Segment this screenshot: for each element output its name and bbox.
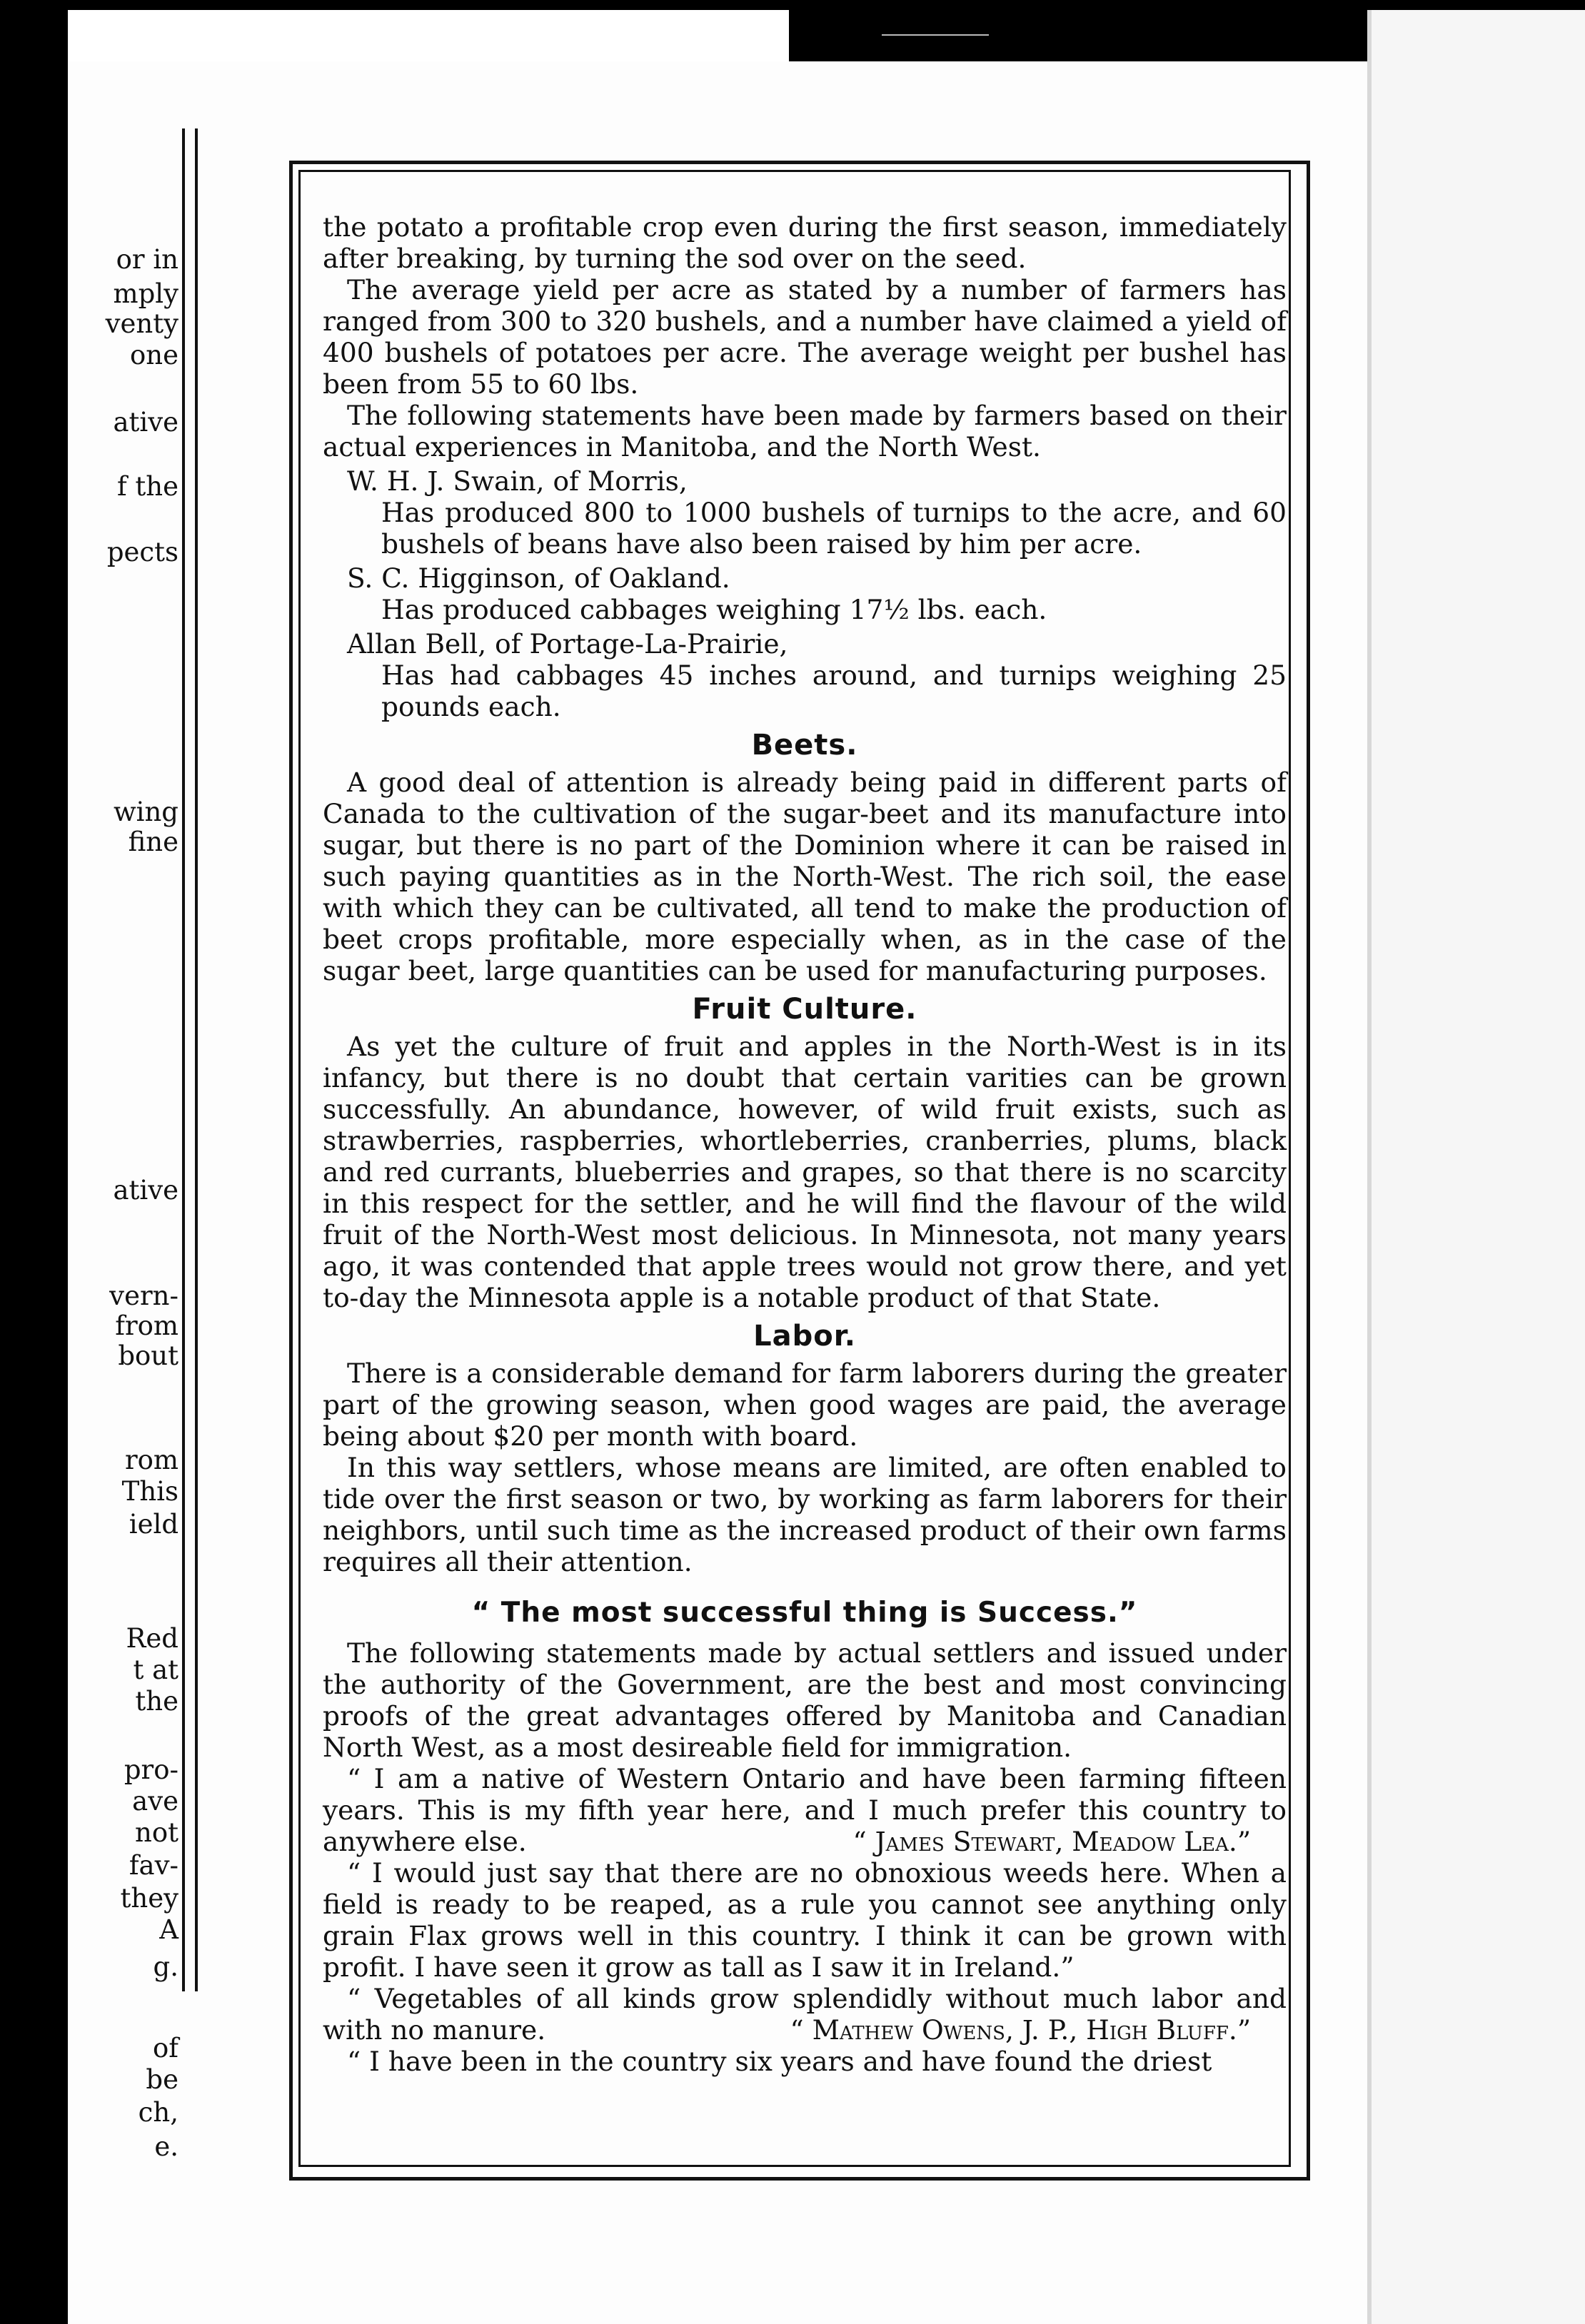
left-column-fragment-line: mply bbox=[113, 278, 178, 309]
section-heading-beets: Beets. bbox=[751, 729, 858, 762]
left-column-fragment-line: This bbox=[121, 1476, 178, 1507]
testimonial-quote: “ I have been in the country six years and have found the driest bbox=[347, 2046, 1212, 2077]
paragraph: In this way settlers, whose means are limited, are often enabled to tide over the first season or two, by working as farm laborers for their neighbors, until such time as the increased product of their own farms requires all their attention. bbox=[323, 1452, 1287, 1577]
left-column-fragment-line: t at bbox=[133, 1654, 178, 1685]
testimonial-quote: “ I would just say that there are no obnoxious weeds here. When a field is ready to be reaped, as a rule you cannot see anything only grain Flax grows well in this country. I think it can be grown with profit. I have seen it grow as tall as I saw it in Ireland.” bbox=[323, 1857, 1287, 1983]
left-column-fragment-line: the bbox=[135, 1686, 178, 1717]
section-heading-labor: Labor. bbox=[753, 1320, 856, 1353]
page-edge bbox=[1367, 10, 1372, 2324]
paragraph: The following statements made by actual settlers and issued under the authority of the Government, are the best and most convincing proofs of the great advantages offered by Manitoba and Canadian North West, as a most desireable field for immigration. bbox=[323, 1637, 1287, 1763]
farmer-name: Allan Bell, of Portage-La-Prairie, bbox=[347, 628, 788, 660]
left-column-fragment-line: ch, bbox=[138, 2097, 178, 2128]
left-column-fragment-line: venty bbox=[105, 308, 178, 339]
paragraph: the potato a profitable crop even during the first season, immediately after breaking, by turning the sod over on the seed. bbox=[323, 211, 1287, 274]
paragraph: As yet the culture of fruit and apples in the North-West is in its infancy, but there is no doubt that certain varities can be grown successfully. An abundance, however, of wild fruit exists, such as strawberries, raspberries, whortleberries, cranberries, plums, black and red currants, blueberries and grapes, so that there is no scarcity in this respect for the settler, and he will find the flavour of the wild fruit of the North-West most delicious. In Minnesota, not many years ago, it was contended that apple trees would not grow there, and yet to-day the Minnesota apple is a notable product of that State. bbox=[323, 1031, 1287, 1313]
left-column-fragment-line: be bbox=[146, 2064, 178, 2095]
left-column-fragment-line: ave bbox=[132, 1786, 178, 1817]
paragraph: There is a considerable demand for farm laborers during the greater part of the growing season, when good wages are paid, the average being about $20 per month with board. bbox=[323, 1358, 1287, 1452]
farmer-claim: Has had cabbages 45 inches around, and turnips weighing 25 pounds each. bbox=[381, 660, 1287, 722]
left-column-fragment-line: from bbox=[115, 1310, 178, 1341]
left-column-fragment-line: vern- bbox=[109, 1280, 178, 1311]
left-column-fragment-line: Red bbox=[126, 1623, 178, 1654]
left-column-fragment-line: pects bbox=[106, 537, 178, 567]
testimonial-signature: “ James Stewart, Meadow Lea.” bbox=[852, 1826, 1251, 1857]
left-column-fragment-line: e. bbox=[154, 2131, 178, 2162]
left-column-fragment-line: fine bbox=[128, 827, 178, 857]
left-column-fragment-line: g. bbox=[153, 1951, 178, 1982]
paragraph: A good deal of attention is already being paid in different parts of Canada to the cultivation of the sugar-beet and its manufacture into sugar, but there is no part of the Dominion where it can be raised in such paying quantities as in the North-West. The rich soil, the ease with which they can be cultivated, all tend to make the production of beet crops profitable, more especially when, as in the case of the sugar beet, large quantities can be used for manufacturing purposes. bbox=[323, 767, 1287, 986]
adjacent-page-right bbox=[1367, 10, 1585, 2324]
left-column-fragment-line: not bbox=[135, 1817, 178, 1848]
left-column-fragment-line: A bbox=[159, 1914, 178, 1945]
left-column-fragment-line: of bbox=[153, 2033, 178, 2063]
testimonial-quote: “ Vegetables of all kinds grow splendidly without much labor and with no manure. bbox=[323, 1983, 1287, 2046]
farmer-name: S. C. Higginson, of Oakland. bbox=[347, 562, 730, 594]
farmer-claim: Has produced 800 to 1000 bushels of turnips to the acre, and 60 bushels of beans have also been raised by him per acre. bbox=[381, 497, 1287, 560]
left-column-fragment-line: pro- bbox=[124, 1754, 178, 1785]
left-column-fragment-line: ative bbox=[113, 407, 178, 438]
paragraph: The average yield per acre as stated by a number of farmers has ranged from 300 to 320 bushels, and a number have claimed a yield of 400 bushels of potatoes per acre. The average weight per bushel has been from 55 to 60 lbs. bbox=[323, 274, 1287, 400]
section-heading-success: “ The most successful thing is Success.” bbox=[471, 1597, 1138, 1629]
section-heading-fruit-culture: Fruit Culture. bbox=[692, 993, 917, 1026]
left-column-fragment-line: ield bbox=[129, 1509, 178, 1540]
left-column-fragment-line: fav- bbox=[129, 1850, 178, 1881]
column-rule bbox=[195, 128, 198, 1991]
scan-top-strip bbox=[68, 10, 789, 61]
farmer-name: W. H. J. Swain, of Morris, bbox=[347, 465, 688, 497]
article-body bbox=[323, 211, 1287, 2077]
left-column-fragment-line: rom bbox=[124, 1445, 178, 1475]
left-column-fragment-line: they bbox=[120, 1883, 178, 1914]
left-column-fragment-line: f the bbox=[116, 471, 178, 502]
left-column-fragment-line: ative bbox=[113, 1175, 178, 1206]
farmer-claim: Has produced cabbages weighing 17½ lbs. each. bbox=[381, 594, 1047, 625]
faint-handwriting-mark bbox=[882, 24, 989, 36]
paragraph: The following statements have been made by farmers based on their actual experiences in Manitoba, and the North West. bbox=[323, 400, 1287, 463]
left-column-fragment-line: bout bbox=[118, 1340, 178, 1371]
left-column-fragment-line: or in bbox=[116, 244, 178, 275]
left-column-fragment-line: one bbox=[129, 340, 178, 370]
testimonial-signature: “ Mathew Owens, J. P., High Bluff.” bbox=[790, 2014, 1251, 2046]
left-column-fragment-line: wing bbox=[113, 797, 178, 827]
testimonial-quote: “ I am a native of Western Ontario and have been farming fifteen years. This is my fifth year here, and I much prefer this country to anywhere else. bbox=[323, 1763, 1287, 1857]
